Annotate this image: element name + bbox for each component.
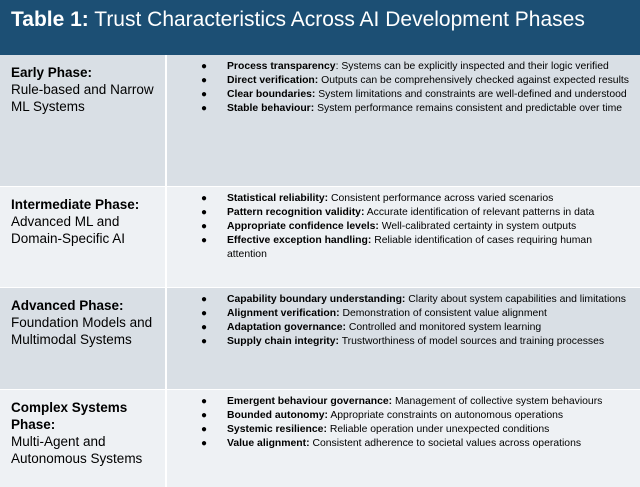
table-row-early	[0, 55, 640, 187]
item-description: Outputs can be comprehensively checked against expected results	[318, 75, 629, 86]
item-description: Appropriate constraints on autonomous operations	[328, 410, 564, 421]
bullet-icon: ●	[201, 322, 208, 333]
list-item	[167, 321, 634, 335]
item-term: Systemic resilience:	[227, 424, 327, 435]
item-description: Well-calibrated certainty in system outputs	[378, 221, 577, 232]
bullet-icon: ●	[201, 294, 208, 305]
characteristics-list	[167, 60, 634, 116]
item-term: Pattern recognition validity:	[227, 207, 365, 218]
phase-cell	[0, 187, 167, 287]
bullet-icon: ●	[201, 207, 208, 218]
characteristics-list	[167, 293, 634, 349]
list-item	[167, 437, 634, 451]
item-description: Consistent adherence to societal values across operations	[309, 438, 582, 449]
item-description: Reliable identification of cases requiring human attention	[227, 235, 592, 260]
item-description: System performance remains consistent and predictable over time	[314, 103, 623, 114]
item-term: Clear boundaries:	[227, 89, 316, 100]
list-item	[167, 220, 634, 234]
item-separator: :	[335, 61, 339, 72]
bullet-icon: ●	[201, 336, 208, 347]
item-term: Stable behaviour:	[227, 103, 315, 114]
bullet-icon: ●	[201, 103, 208, 114]
bullet-icon: ●	[201, 221, 208, 232]
bullet-icon: ●	[201, 89, 208, 100]
phase-label: Advanced Phase:	[11, 298, 124, 313]
item-description: Management of collective system behaviours	[392, 396, 603, 407]
list-item	[167, 192, 634, 206]
bullet-icon: ●	[201, 235, 208, 246]
list-item	[167, 74, 634, 88]
list-item	[167, 307, 634, 321]
list-item	[167, 423, 634, 437]
item-description: Accurate identification of relevant patterns in data	[364, 207, 595, 218]
list-item	[167, 206, 634, 220]
item-term: Effective exception handling:	[227, 235, 372, 246]
item-term: Emergent behaviour governance:	[227, 396, 393, 407]
item-term: Direct verification:	[227, 75, 319, 86]
item-term: Capability boundary understanding:	[227, 294, 406, 305]
item-term: Value alignment:	[227, 438, 310, 449]
item-description: Reliable operation under unexpected conditions	[326, 424, 550, 435]
list-item	[167, 409, 634, 423]
phase-cell	[0, 55, 167, 186]
item-description: Trustworthiness of model sources and training processes	[339, 336, 605, 347]
bullet-icon: ●	[201, 75, 208, 86]
phase-label: Complex Systems Phase:	[11, 400, 128, 432]
phase-cell	[0, 288, 167, 389]
item-term: Adaptation governance:	[227, 322, 346, 333]
list-item	[167, 234, 634, 262]
list-item	[167, 88, 634, 102]
item-description: Demonstration of consistent value alignment	[339, 308, 547, 319]
table-title-prefix: Table 1:	[11, 8, 89, 31]
item-description: Clarity about system capabilities and limitations	[405, 294, 626, 305]
characteristics-list	[167, 192, 634, 262]
list-item	[167, 102, 634, 116]
phase-description: Rule-based and Narrow ML Systems	[11, 82, 154, 114]
table-row-intermediate	[0, 187, 640, 288]
item-description: Consistent performance across varied scenarios	[328, 193, 554, 204]
phase-description: Advanced ML and Domain-Specific AI	[11, 214, 126, 246]
item-description: System limitations and constraints are well-defined and understood	[315, 89, 627, 100]
item-description: Systems can be explicitly inspected and their logic verified	[338, 61, 609, 72]
characteristics-cell	[167, 390, 640, 487]
bullet-icon: ●	[201, 410, 208, 421]
characteristics-cell	[167, 187, 640, 287]
characteristics-cell	[167, 288, 640, 389]
list-item	[167, 60, 634, 74]
bullet-icon: ●	[201, 424, 208, 435]
bullet-icon: ●	[201, 396, 208, 407]
table-title-text: Trust Characteristics Across AI Development Phases	[94, 8, 585, 31]
item-term: Appropriate confidence levels:	[227, 221, 379, 232]
table-title	[0, 0, 640, 55]
phase-label: Intermediate Phase:	[11, 197, 140, 212]
table-row-complex	[0, 390, 640, 487]
phase-description: Foundation Models and Multimodal Systems	[11, 315, 153, 347]
bullet-icon: ●	[201, 193, 208, 204]
item-term: Statistical reliability:	[227, 193, 329, 204]
phase-cell	[0, 390, 167, 487]
table-row-advanced	[0, 288, 640, 390]
list-item	[167, 335, 634, 349]
phase-label: Early Phase:	[11, 65, 93, 80]
item-term: Bounded autonomy:	[227, 410, 329, 421]
item-term: Supply chain integrity:	[227, 336, 339, 347]
list-item	[167, 395, 634, 409]
characteristics-list	[167, 395, 634, 451]
bullet-icon: ●	[201, 308, 208, 319]
bullet-icon: ●	[201, 438, 208, 449]
item-description: Controlled and monitored system learning	[345, 322, 542, 333]
characteristics-cell	[167, 55, 640, 186]
list-item	[167, 293, 634, 307]
phase-description: Multi-Agent and Autonomous Systems	[11, 434, 143, 466]
bullet-icon: ●	[201, 61, 208, 72]
item-term: Alignment verification:	[227, 308, 340, 319]
item-term: Process transparency	[227, 61, 336, 72]
